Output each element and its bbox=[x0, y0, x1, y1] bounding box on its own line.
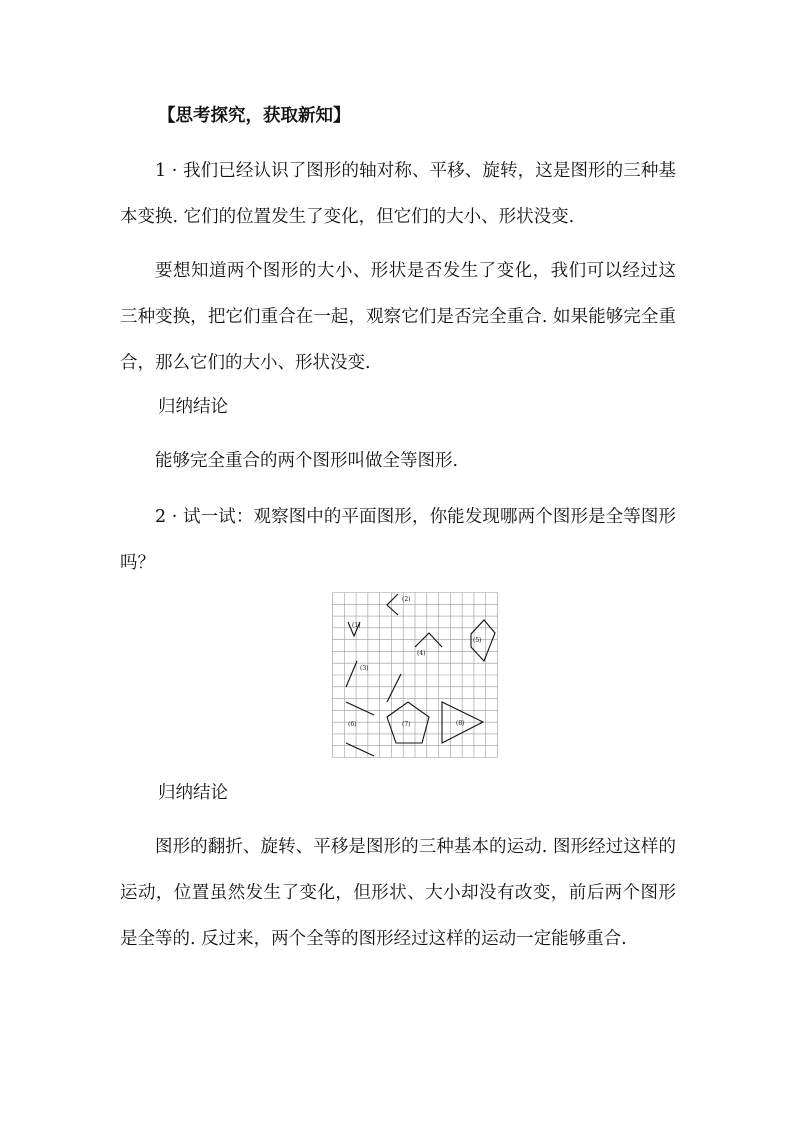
shape-6b bbox=[346, 743, 374, 756]
shape-4 bbox=[415, 633, 442, 647]
figure-label-4: (4) bbox=[417, 650, 426, 657]
grid-lines bbox=[333, 593, 498, 758]
conclusion-text-2: 图形的翻折、旋转、平移是图形的三种基本的运动. 图形经过这样的运动，位置虽然发生了变化，但形状、大小却没有改变，前后两个图形是全等的. 反过来，两个全等的图形经过这样的运动一定能够重合. bbox=[120, 837, 676, 949]
conclusion-heading-1: 归纳结论 bbox=[158, 397, 228, 417]
paragraph-1: 1 · 我们已经认识了图形的轴对称、平移、旋转，这是图形的三种基本变换. 它们的位置发生了变化，但它们的大小、形状没变. bbox=[120, 161, 676, 227]
shape-6a bbox=[346, 702, 374, 715]
paragraph-2: 要想知道两个图形的大小、形状是否发生了变化，我们可以经过这三种变换，把它们重合在一起，观察它们是否完全重合. 如果能够完全重合，那么它们的大小、形状没变. bbox=[120, 261, 676, 373]
conclusion-text-1: 能够完全重合的两个图形叫做全等图形. bbox=[155, 451, 459, 471]
grid-figure-svg bbox=[332, 592, 498, 758]
figure-label-8: (8) bbox=[456, 720, 465, 727]
figure-label-6: (6) bbox=[348, 721, 357, 728]
grid-figure bbox=[332, 592, 498, 758]
figure-label-3: (3) bbox=[360, 665, 369, 672]
figure-label-1: (1) bbox=[352, 622, 361, 629]
shape-3 bbox=[346, 661, 357, 687]
figure-label-5: (5) bbox=[473, 637, 482, 644]
figure-label-7: (7) bbox=[402, 721, 411, 728]
section-title: 【思考探究，获取新知】 bbox=[158, 106, 351, 126]
paragraph-3: 2 · 试一试：观察图中的平面图形，你能发现哪两个图形是全等图形吗？ bbox=[120, 507, 676, 573]
figure-label-2: (2) bbox=[402, 596, 411, 603]
conclusion-heading-2: 归纳结论 bbox=[158, 783, 228, 803]
shape-3b bbox=[387, 674, 401, 702]
